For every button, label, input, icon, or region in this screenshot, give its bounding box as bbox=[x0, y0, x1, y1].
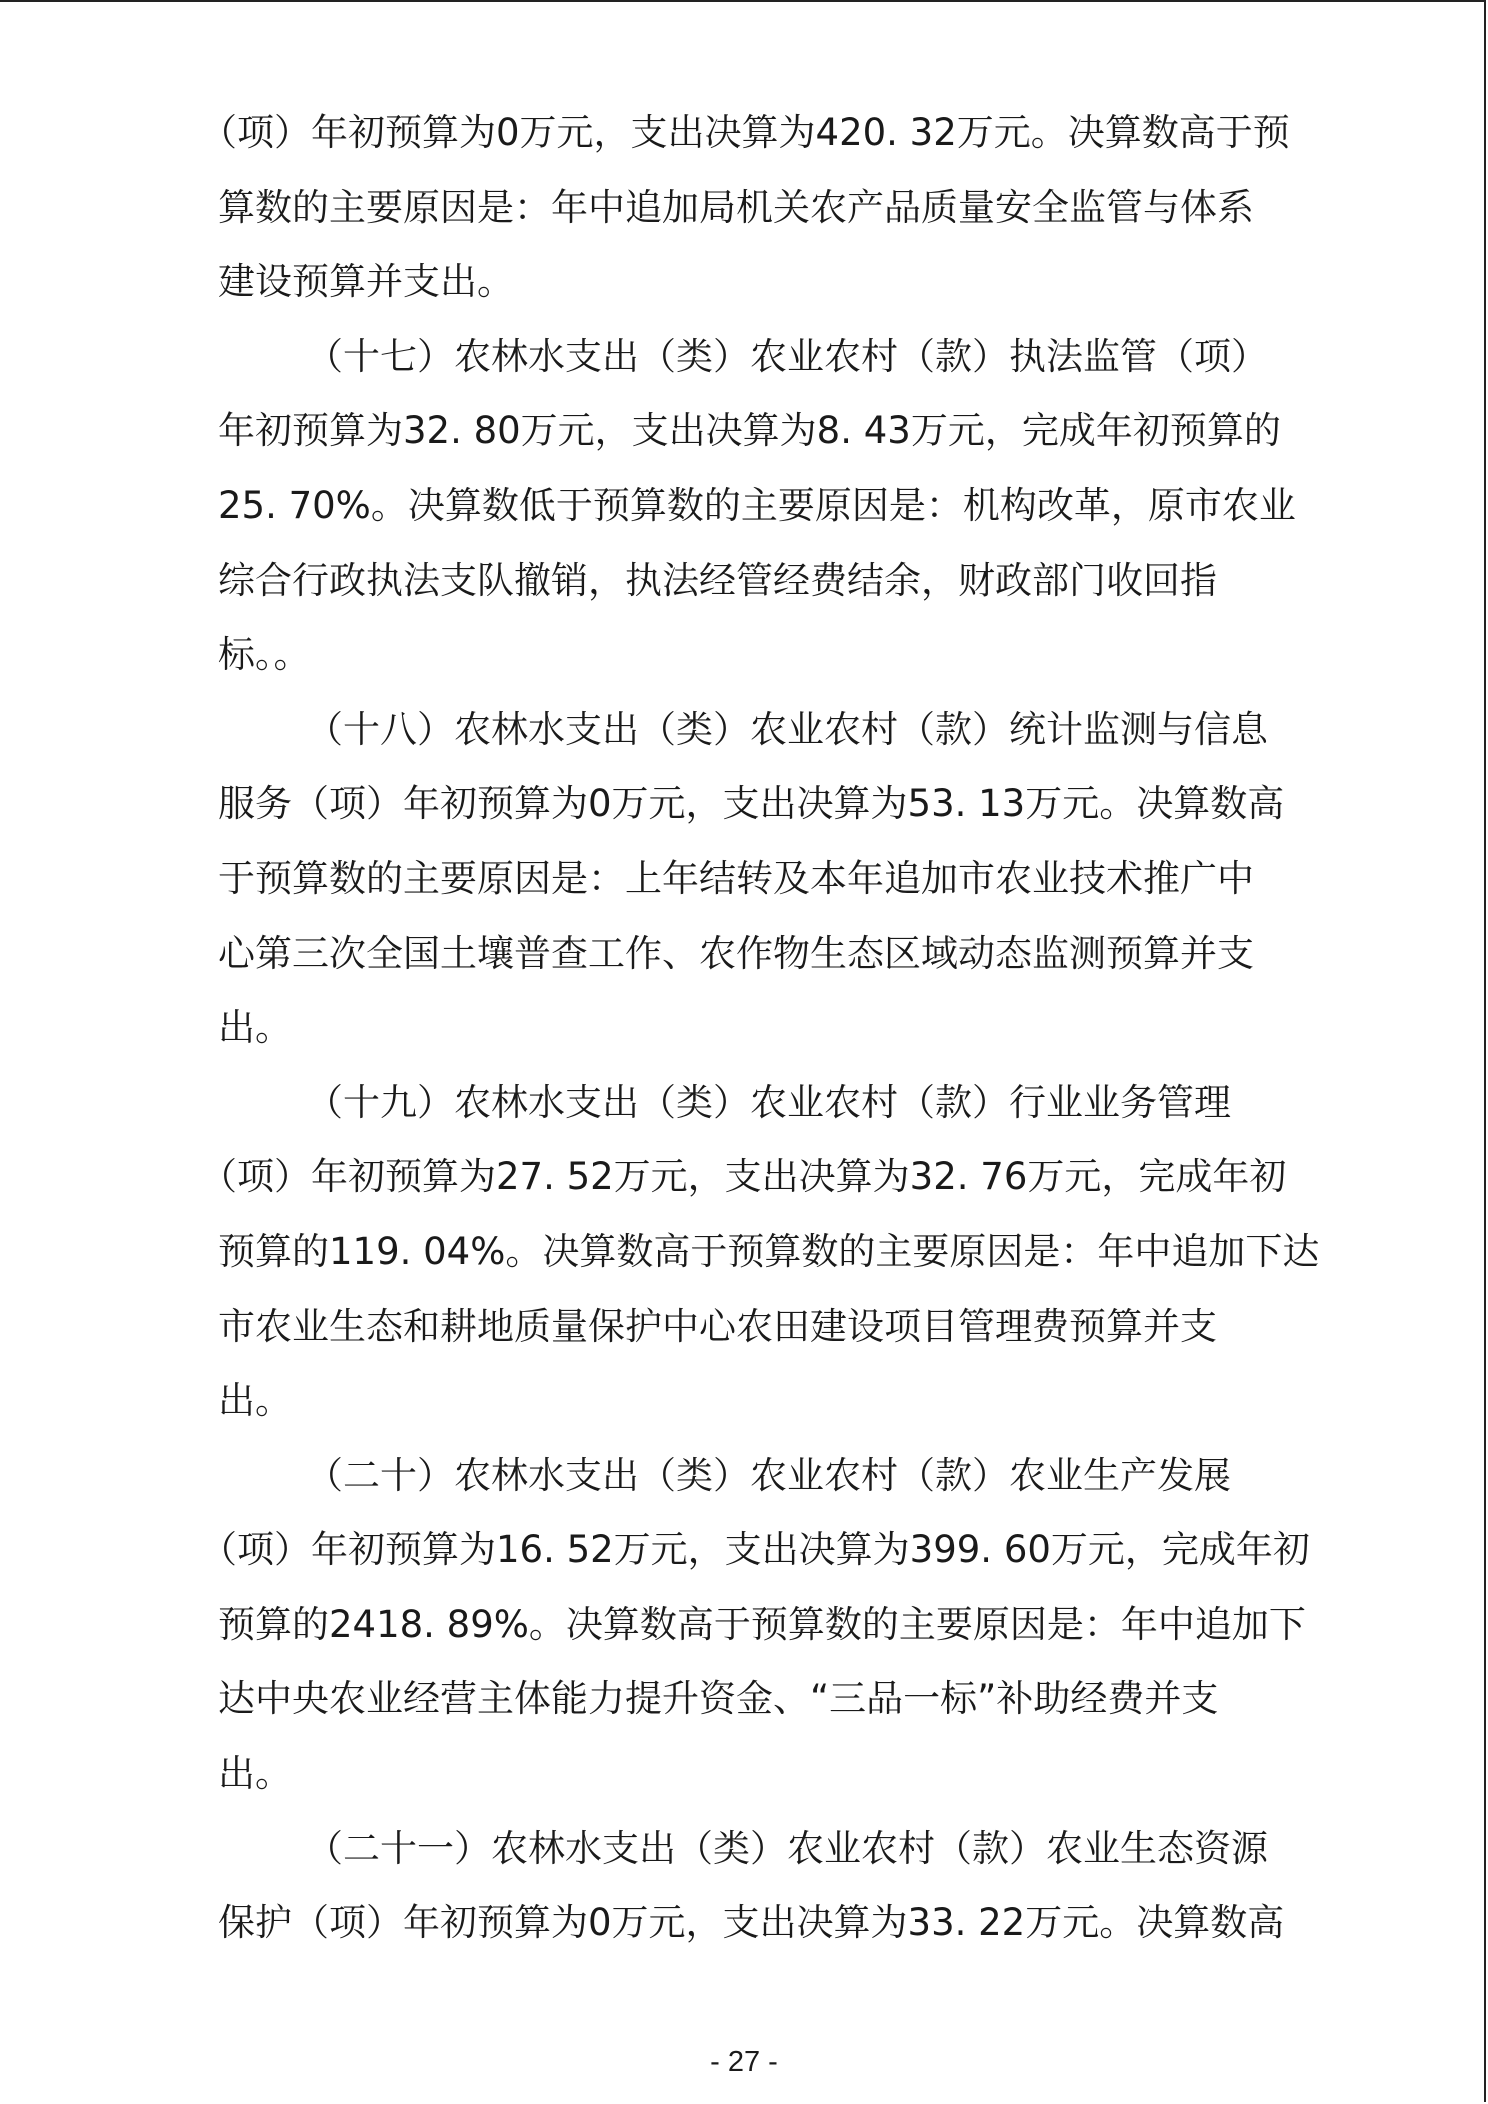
text-line: 综合行政执法支队撤销，执法经管经费结余，财政部门收回指 bbox=[218, 558, 1217, 602]
text-line: 预算的119. 04%。决算数高于预算数的主要原因是：年中追加下达 bbox=[218, 1229, 1320, 1273]
text-line: 出。 bbox=[218, 1752, 292, 1796]
text-line: 服务（项）年初预算为0万元，支出决算为53. 13万元。决算数高 bbox=[218, 782, 1285, 826]
text-line: 算数的主要原因是：年中追加局机关农产品质量安全监管与体系 bbox=[218, 185, 1254, 229]
document-body bbox=[200, 96, 1320, 1961]
text-line: 25. 70%。决算数低于预算数的主要原因是：机构改革，原市农业 bbox=[218, 483, 1296, 527]
text-line: 年初预算为32. 80万元，支出决算为8. 43万元，完成年初预算的 bbox=[218, 409, 1281, 453]
text-line: 达中央农业经营主体能力提升资金、“三品一标”补助经费并支 bbox=[218, 1677, 1219, 1721]
text-line: 出。 bbox=[218, 1379, 292, 1423]
paragraph-start-line: （二十一）农林水支出（类）农业农村（款）农业生态资源 bbox=[306, 1826, 1268, 1870]
text-line: 出。 bbox=[218, 1006, 292, 1050]
text-line: （项）年初预算为0万元，支出决算为420. 32万元。决算数高于预 bbox=[200, 111, 1290, 154]
paragraph-start-line: （十七）农林水支出（类）农业农村（款）执法监管（项） bbox=[306, 334, 1268, 378]
text-line: （项）年初预算为27. 52万元，支出决算为32. 76万元，完成年初 bbox=[200, 1155, 1287, 1199]
paragraph-start-line: （十九）农林水支出（类）农业农村（款）行业业务管理 bbox=[306, 1080, 1231, 1124]
paragraph-start-line: （二十）农林水支出（类）农业农村（款）农业生产发展 bbox=[306, 1453, 1231, 1497]
text-line: 保护（项）年初预算为0万元，支出决算为33. 22万元。决算数高 bbox=[218, 1901, 1285, 1945]
text-line: 市农业生态和耕地质量保护中心农田建设项目管理费预算并支 bbox=[218, 1304, 1217, 1348]
paragraph-start-line: （十八）农林水支出（类）农业农村（款）统计监测与信息 bbox=[306, 707, 1268, 751]
text-line: 心第三次全国土壤普查工作、农作物生态区域动态监测预算并支 bbox=[218, 931, 1254, 975]
text-line: 于预算数的主要原因是：上年结转及本年追加市农业技术推广中 bbox=[218, 856, 1254, 900]
text-line: 标。。 bbox=[218, 633, 311, 677]
text-line: （项）年初预算为16. 52万元，支出决算为399. 60万元，完成年初 bbox=[200, 1528, 1310, 1572]
text-line: 预算的2418. 89%。决算数高于预算数的主要原因是：年中追加下 bbox=[218, 1602, 1306, 1646]
page-number: - 27 - bbox=[710, 2046, 778, 2078]
text-line: 建设预算并支出。 bbox=[218, 260, 514, 304]
